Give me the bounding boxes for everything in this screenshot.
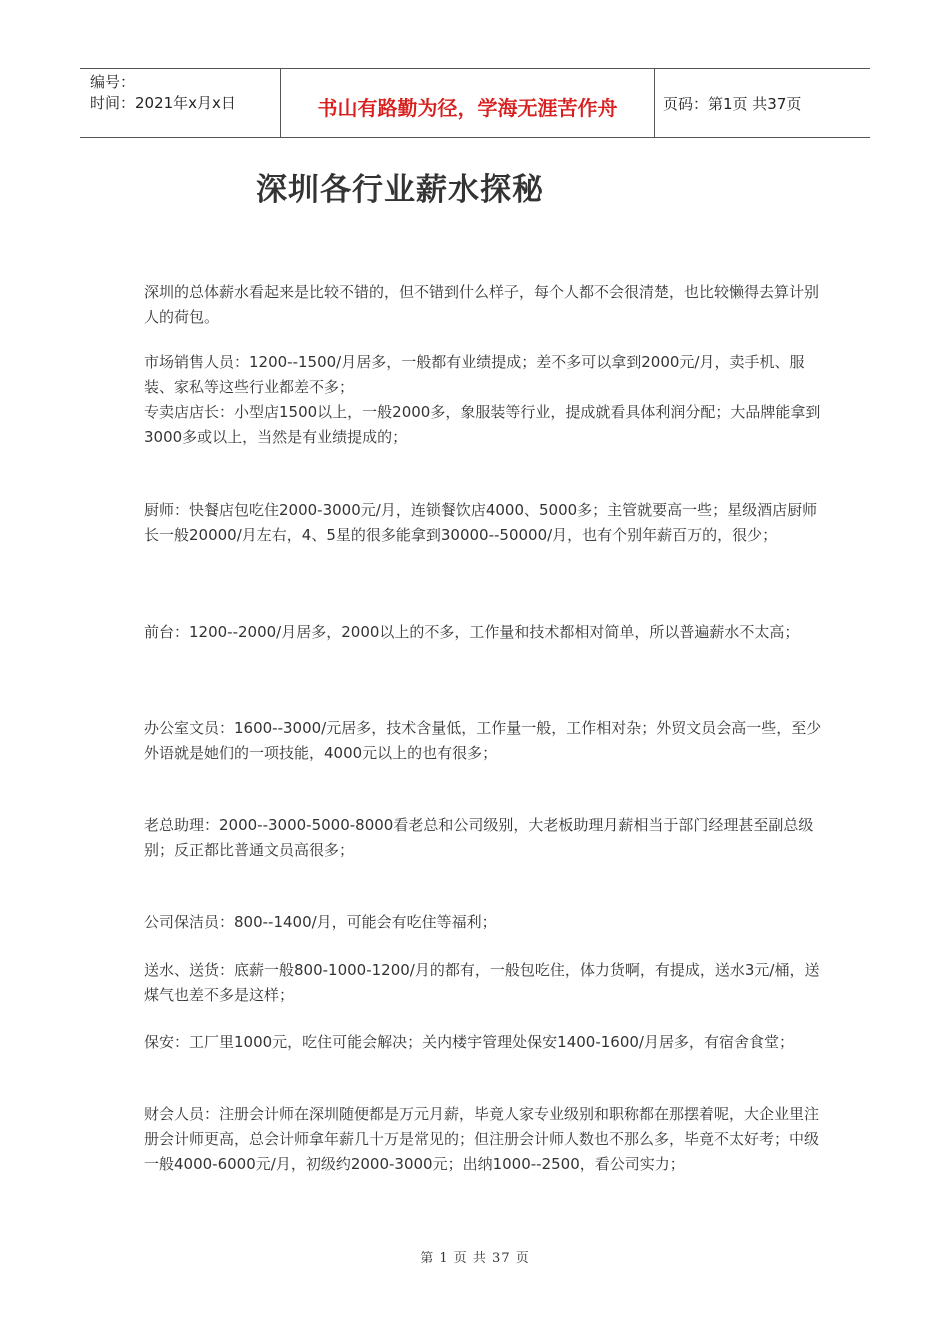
document-title: 深圳各行业薪水探秘 bbox=[256, 172, 544, 208]
header-left-cell bbox=[80, 69, 281, 137]
paragraph-delivery: 送水、送货：底薪一般800-1000-1200/月的都有，一般包吃住，体力货啊，有提成，送水3元/桶，送煤气也差不多是这样； bbox=[144, 961, 820, 1004]
page-info: 页码：第1页 共37页 bbox=[663, 95, 802, 113]
paragraph-chef: 厨师：快餐店包吃住2000-3000元/月，连锁餐饮店4000、5000多；主管就要高一些；星级酒店厨师长一般20000/月左右，4、5星的很多能拿到30000--50000/月，也有个别年薪百万的，很少； bbox=[144, 501, 818, 544]
date-label: 时间：2021年x月x日 bbox=[90, 94, 236, 112]
page-header bbox=[80, 68, 870, 138]
paragraph-accounting: 财会人员：注册会计师在深圳随便都是万元月薪，毕竟人家专业级别和职称都在那摆着呢，大企业里注册会计师更高，总会计师拿年薪几十万是常见的；但注册会计师人数也不那么多，毕竟不太好考；中级一般4000-6000元/月，初级约2000-3000元；出纳1000--2500，看公司实力； bbox=[144, 1105, 820, 1173]
motto-text: 书山有路勤为径，学海无涯苦作舟 bbox=[317, 95, 618, 120]
header-right-cell bbox=[655, 69, 870, 137]
header-middle-cell bbox=[281, 69, 655, 137]
paragraph-sales: 市场销售人员：1200--1500/月居多，一般都有业绩提成；差不多可以拿到2000元/月，卖手机、服装、家私等这些行业都差不多； bbox=[144, 353, 805, 396]
serial-label: 编号： bbox=[90, 73, 136, 91]
paragraph-office-clerk: 办公室文员：1600--3000/元居多，技术含量低，工作量一般，工作相对杂；外贸文员会高一些，至少外语就是她们的一项技能，4000元以上的也有很多； bbox=[144, 719, 822, 762]
paragraph-store-manager: 专卖店店长：小型店1500以上，一般2000多，象服装等行业，提成就看具体利润分配；大品牌能拿到3000多或以上，当然是有业绩提成的； bbox=[144, 403, 821, 446]
paragraph-assistant: 老总助理：2000--3000-5000-8000看老总和公司级别，大老板助理月薪相当于部门经理甚至副总级别；反正都比普通文员高很多； bbox=[144, 816, 814, 859]
paragraph-receptionist: 前台：1200--2000/月居多，2000以上的不多，工作量和技术都相对简单，所以普遍薪水不太高； bbox=[144, 623, 800, 641]
paragraph-security: 保安：工厂里1000元，吃住可能会解决；关内楼宇管理处保安1400-1600/月居多，有宿舍食堂； bbox=[144, 1033, 794, 1051]
paragraph-cleaner: 公司保洁员：800--1400/月，可能会有吃住等福利； bbox=[144, 913, 497, 931]
page-footer: 第 1 页 共 37 页 bbox=[420, 1251, 530, 1266]
paragraph-intro: 深圳的总体薪水看起来是比较不错的，但不错到什么样子，每个人都不会很清楚，也比较懒得去算计别人的荷包。 bbox=[144, 283, 820, 326]
